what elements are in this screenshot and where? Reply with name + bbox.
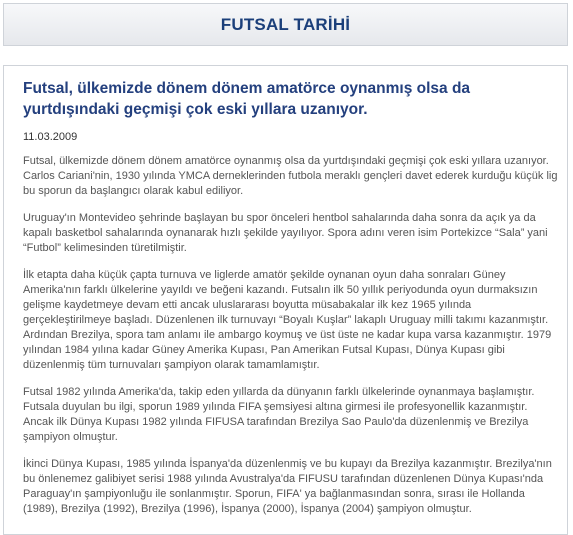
article-paragraph: İlk etapta daha küçük çapta turnuva ve liglerde amatör şekilde oynanan oyun daha sonraları Güney Amerika'nın farklı ülkelerine yayıldı ve beğeni kazandı. Futsalın ilk 50 yıllık periyodunda oyun durmaksızın gelişme kaydetmeye devam etti ancak uluslararası boyutta müsabakalar ilk kez 1965 yılında gerçekleştirilmeye başladı. Düzenlenen ilk turnuvayı “Boyalı Kuşlar” lakaplı Uruguay milli takımı kazanmıştır. Ardından Brezilya, spora tam anlamı ile ambargo koymuş ve üst üste ne kadar kupa varsa kazanmıştır. 1979 yılından 1984 yılına kadar Güney Amerika Kupası, Pan Amerikan Futsal Kupası, Dünya Kupası gibi düzenlenmiş tüm turnuvaları şampiyon olarak tamamlamıştır.: [23, 269, 552, 371]
article-container: [3, 65, 568, 535]
article-paragraph: Futsal, ülkemizde dönem dönem amatörce oynanmış olsa da yurtdışındaki geçmişi çok eski yıllara uzanıyor. Carlos Cariani'nin, 1930 yılında YMCA derneklerinden futbola meraklı gençleri davet ederek kurduğu küçük lig bu sporun da başlangıcı olarak kabul ediliyor.: [23, 155, 558, 197]
article-headline: Futsal, ülkemizde dönem dönem amatörce oynanmış olsa da yurtdışındaki geçmişi çok eski yıllara uzanıyor.: [23, 80, 471, 118]
section-header: [3, 3, 568, 46]
article-paragraph: İkinci Dünya Kupası, 1985 yılında İspanya'da düzenlenmiş ve bu kupayı da Brezilya kazanmıştır. Brezilya'nın bu önlenemez galibiyet serisi 1988 yılında Avustralya'da FIFUSU tarafından düzenlenen Dünya Kupası'nda Paraguay'ın şampiyonluğu ile sonlanmıştır. Sporun, FIFA' ya bağlanmasından sonra, sırası ile Hollanda (1989), Brezilya (1992), Brezilya (1996), İspanya (2000), İspanya (2004) şampiyon olmuştur.: [23, 458, 552, 515]
article-body: [23, 154, 558, 529]
article-date: 11.03.2009: [23, 131, 78, 143]
article-paragraph: Uruguay'ın Montevideo şehrinde başlayan bu spor önceleri hentbol sahalarında daha sonra da açık ya da kapalı basketbol sahalarında oynanarak hızlı şekilde yayılıyor. Spora adını veren isim Portekizce “Sala” yani “Futbol” kelimesinden türetilmiştir.: [23, 212, 548, 254]
section-title: FUTSAL TARİHİ: [220, 14, 351, 34]
article-paragraph: Futsal 1982 yılında Amerika'da, takip eden yıllarda da dünyanın farklı ülkelerinde oynanmaya başlamıştır. Futsala duyulan bu ilgi, sporun 1989 yılında FIFA şemsiyesi altına girmesi ile profesyonellik kazanmıştır. Ancak ilk Dünya Kupası 1982 yılında FIFUSA tarafından Brezilya Sao Paulo'da düzenlenmiş ve Brezilya şampiyon olmuştur.: [23, 386, 535, 443]
